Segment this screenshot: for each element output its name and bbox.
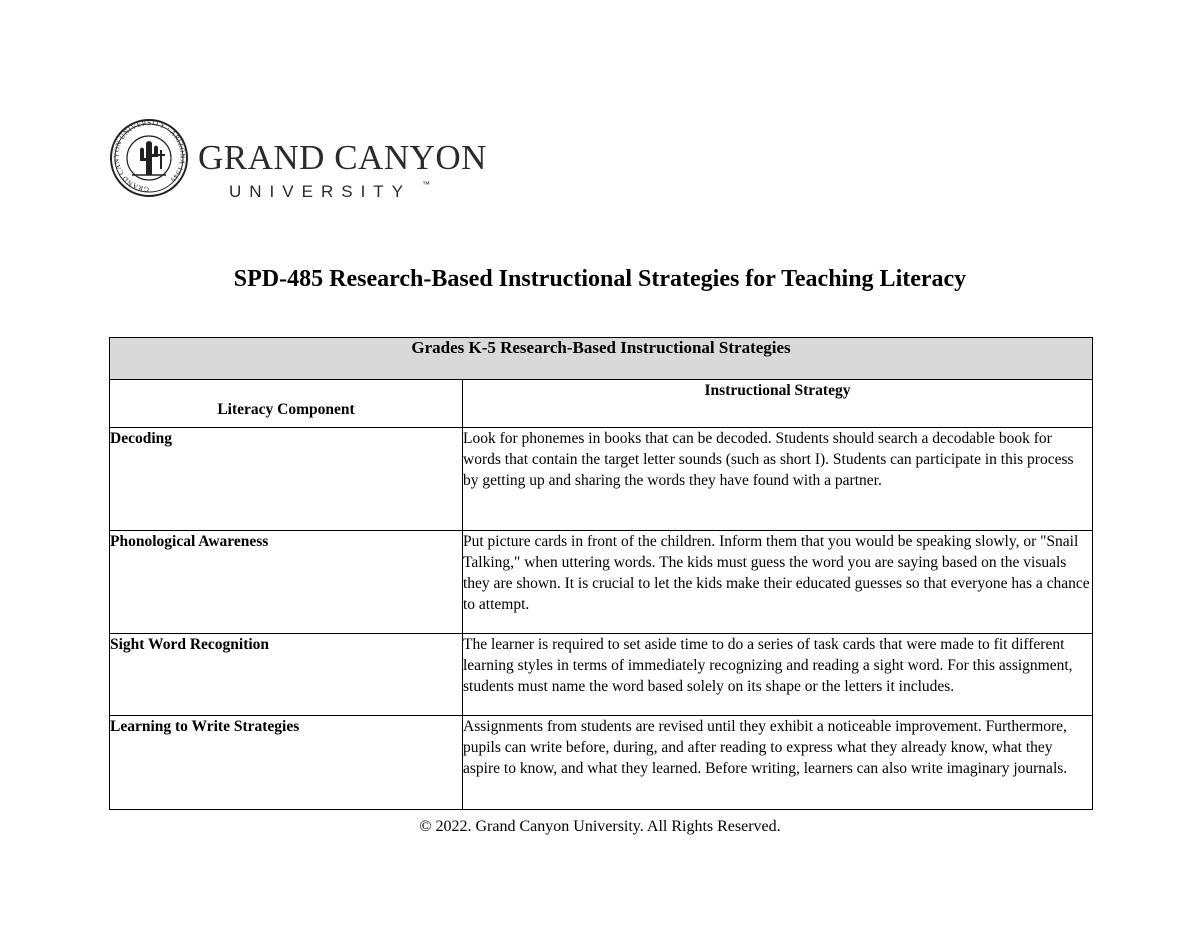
- wordmark-line2: UNIVERSITY: [229, 182, 412, 201]
- copyright-footer: © 2022. Grand Canyon University. All Rights Reserved.: [419, 818, 781, 835]
- university-logo: [110, 117, 490, 201]
- component-cell: Decoding: [110, 428, 463, 531]
- table-row: [110, 428, 1093, 531]
- table-header-row: [110, 380, 1093, 428]
- strategy-cell: Put picture cards in front of the children. Inform them that you would be speaking slowly, or "Snail Talking," when uttering words. The kids must guess the word you are saying based on the visuals they are shown. It is crucial to let the kids make their educated guesses so that everyone has a chance to attempt.: [463, 531, 1093, 634]
- strategy-cell: Look for phonemes in books that can be decoded. Students should search a decodable book for words that contain the target letter sounds (such as short I). Students can participate in this process by getting up and sharing the words they have found with a partner.: [463, 428, 1093, 531]
- trademark-mark: ™: [422, 180, 430, 189]
- strategies-table: [109, 337, 1093, 810]
- seal-icon: [111, 119, 187, 196]
- strategy-cell: Assignments from students are revised until they exhibit a noticeable improvement. Furthermore, pupils can write before, during, and after reading to express what they already know, what they aspire to know, and what they learned. Before writing, learners can also write imaginary journals.: [463, 716, 1093, 810]
- wordmark-line1: GRAND CANYON: [198, 138, 487, 177]
- component-cell: Sight Word Recognition: [110, 634, 463, 716]
- table-row: [110, 634, 1093, 716]
- seal-text: GRAND CANYON UNIVERSITY · ARIZONA 1949: [112, 119, 187, 194]
- table-caption: Grades K-5 Research-Based Instructional Strategies: [110, 338, 1093, 380]
- strategy-cell: The learner is required to set aside time to do a series of task cards that were made to fit different learning styles in terms of immediately recognizing and reading a sight word. For this assignment, students must name the word based solely on its shape or the letters it includes.: [463, 634, 1093, 716]
- column-header-component: Literacy Component: [110, 380, 463, 428]
- table-row: [110, 716, 1093, 810]
- component-cell: Learning to Write Strategies: [110, 716, 463, 810]
- column-header-strategy: Instructional Strategy: [463, 380, 1093, 428]
- page-title: SPD-485 Research-Based Instructional Strategies for Teaching Literacy: [233, 266, 967, 292]
- table-caption-row: [110, 338, 1093, 380]
- component-cell: Phonological Awareness: [110, 531, 463, 634]
- table-row: [110, 531, 1093, 634]
